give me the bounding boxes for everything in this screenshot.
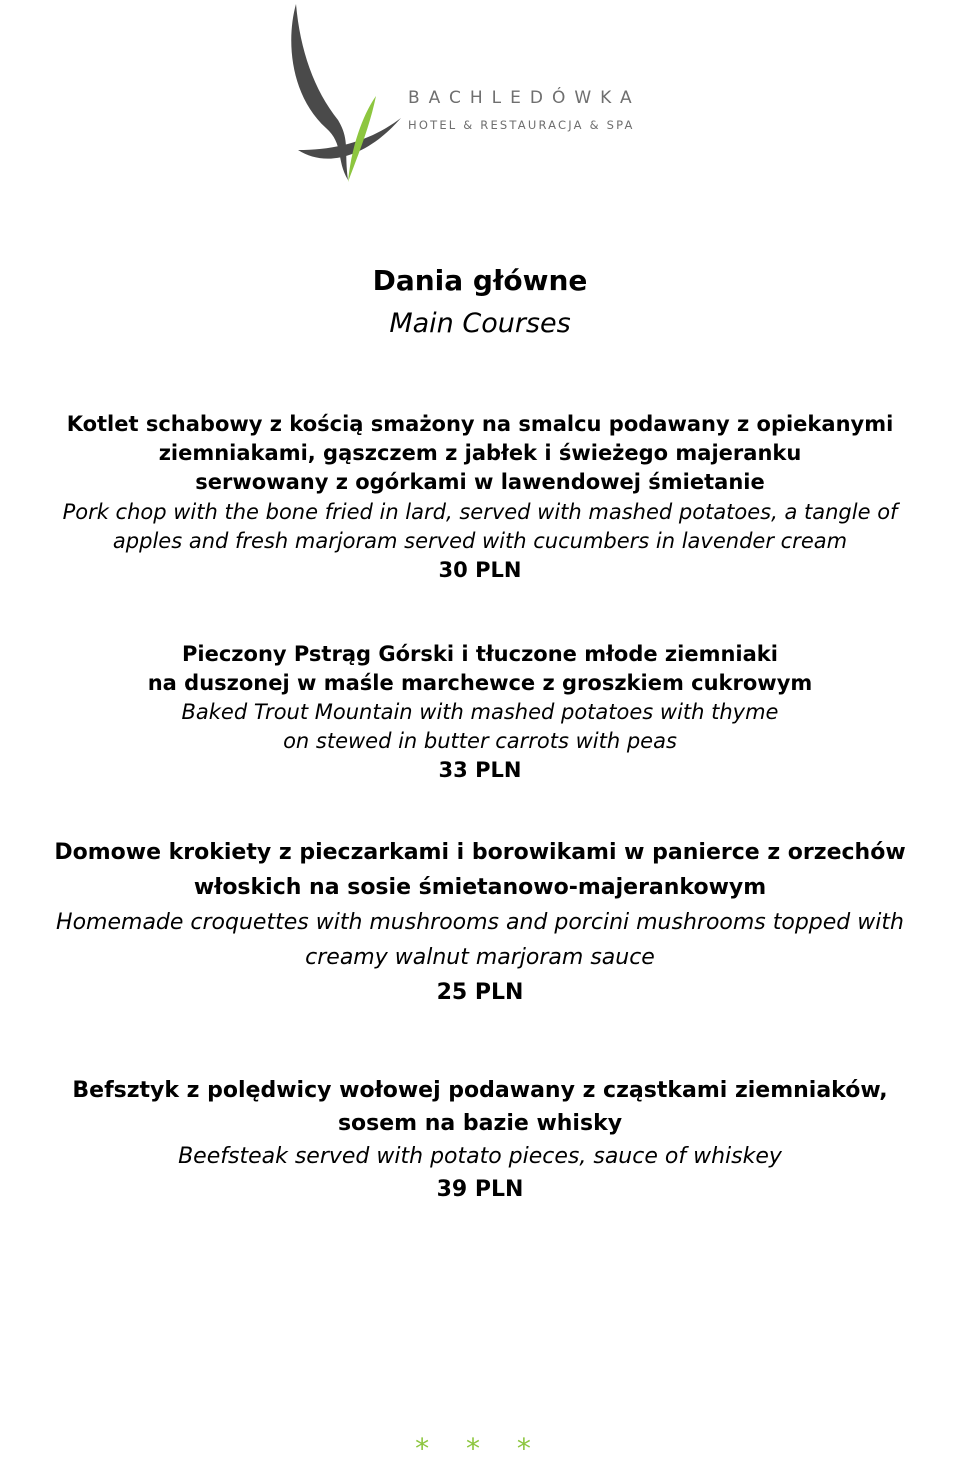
dish-2-pl-line-1: Pieczony Pstrąg Górski i tłuczone młode ziemniaki [182, 642, 778, 666]
dish-1-price: 30 PLN [438, 558, 522, 582]
dish-1-en-line-1: Pork chop with the bone fried in lard, served with mashed potatoes, a tangle of [62, 500, 898, 524]
dish-4-pl-line-1: Befsztyk z polędwicy wołowej podawany z cząstkami ziemniaków, [72, 1078, 888, 1103]
page-subtitle: Main Courses [389, 308, 571, 339]
dish-3-price: 25 PLN [436, 980, 524, 1005]
dish-4-en-line-1: Beefsteak served with potato pieces, sauce of whiskey [178, 1144, 782, 1169]
dish-2-en-line-1: Baked Trout Mountain with mashed potatoes with thyme [181, 700, 779, 724]
dish-3-en-line-2: creamy walnut marjoram sauce [305, 945, 655, 970]
dish-3-pl-line-2: włoskich na sosie śmietanowo-majerankowym [193, 875, 767, 900]
dish-3-en-line-1: Homemade croquettes with mushrooms and porcini mushrooms topped with [56, 910, 904, 935]
logo-swoosh-icon [286, 0, 416, 190]
dish-3-pl-line-1: Domowe krokiety z pieczarkami i borowikami w panierce z orzechów [54, 840, 906, 865]
dish-4-pl-line-2: sosem na bazie whisky [337, 1111, 623, 1136]
dish-1-pl-line-2: ziemniakami, gąszczem z jabłek i świeżego majeranku [158, 441, 802, 465]
dish-1-pl-line-3: serwowany z ogórkami w lawendowej śmietanie [195, 470, 765, 494]
dish-4-price: 39 PLN [436, 1177, 524, 1202]
dish-2-en-line-2: on stewed in butter carrots with peas [283, 729, 677, 753]
brand-name: BACHLEDÓWKA [408, 88, 641, 108]
dish-2-price: 33 PLN [438, 758, 522, 782]
dish-2-pl-line-2: na duszonej w maśle marchewce z groszkiem cukrowym [147, 671, 813, 695]
dish-1-pl-line-1: Kotlet schabowy z kością smażony na smalcu podawany z opiekanymi [66, 412, 894, 436]
dish-1-en-line-2: apples and fresh marjoram served with cucumbers in lavender cream [112, 529, 848, 553]
brand-tagline: HOTEL & RESTAURACJA & SPA [408, 118, 635, 132]
hotel-logo [286, 0, 686, 190]
footer-stars: * * * [415, 1432, 545, 1465]
page-title: Dania główne [372, 264, 588, 297]
